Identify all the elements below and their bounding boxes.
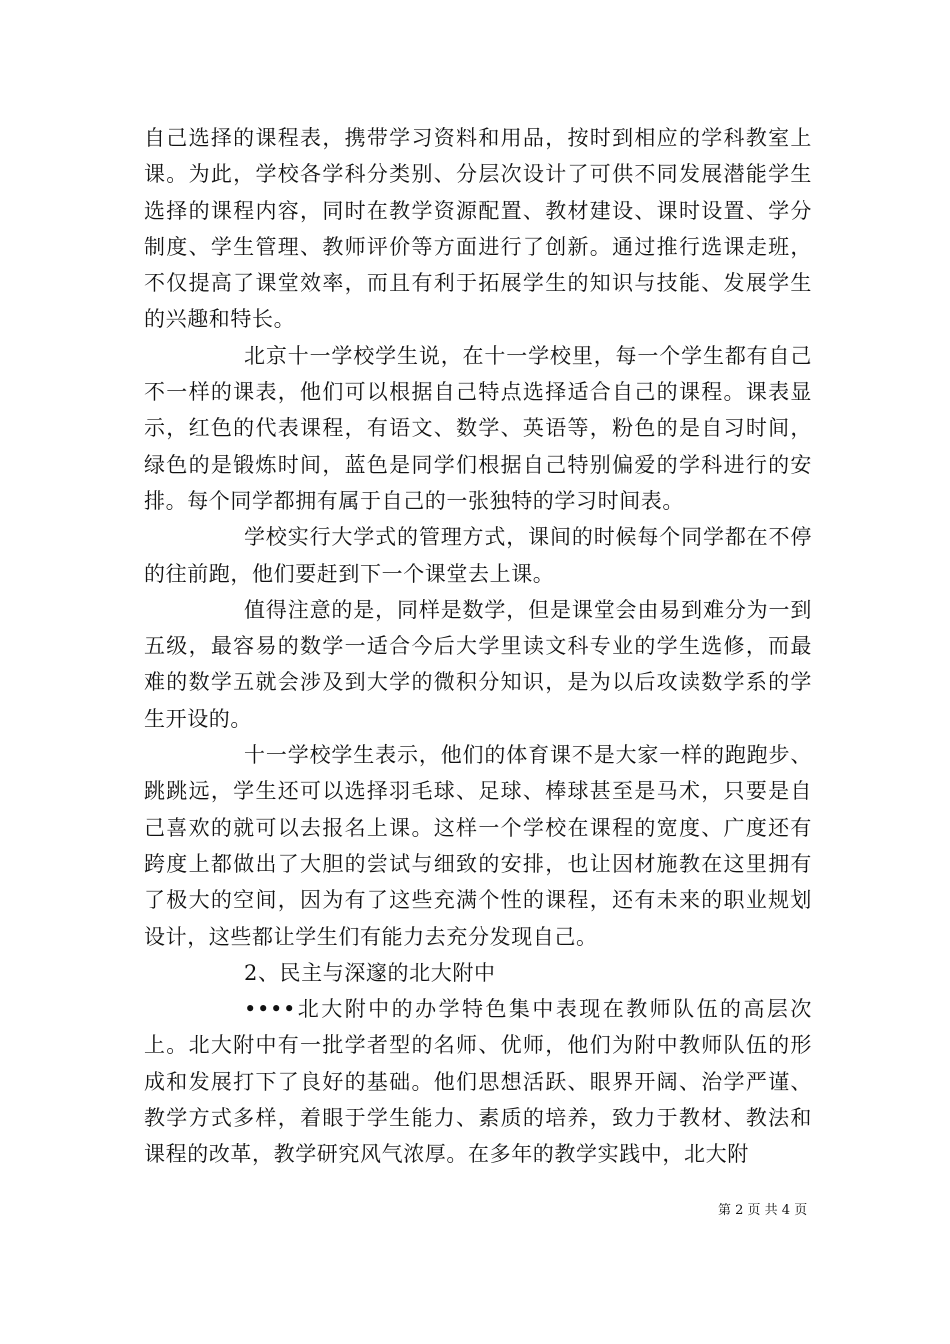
document-body [144,120,812,1173]
paragraph-math-levels: 值得注意的是，同样是数学，但是课堂会由易到难分为一到五级，最容易的数学一适合今后大学里读文科专业的学生选修，而最难的数学五就会涉及到大学的微积分知识，是为以后攻读数学系的学生开设的。 [144,597,812,731]
paragraph-course-selection: 自己选择的课程表，携带学习资料和用品，按时到相应的学科教室上课。为此，学校各学科分类别、分层次设计了可供不同发展潜能学生选择的课程内容，同时在教学资源配置、教材建设、课时设置、学分制度、学生管理、教师评价等方面进行了创新。通过推行选课走班，不仅提高了课堂效率，而且有利于拓展学生的知识与技能、发展学生的兴趣和特长。 [144,126,812,332]
paragraph-teacher-team: ••••北大附中的办学特色集中表现在教师队伍的高层次上。北大附中有一批学者型的名师、优师，他们为附中教师队伍的形成和发展打下了良好的基础。他们思想活跃、眼界开阔、治学严谨、教学方式多样，着眼于学生能力、素质的培养，致力于教材、教法和课程的改革，教学研究风气浓厚。在多年的教学实践中，北大附 [144,997,812,1167]
section-heading-peking-university-affiliated: 2、民主与深邃的北大附中 [244,960,496,985]
paragraph-pe-courses: 十一学校学生表示，他们的体育课不是大家一样的跑跑步、跳跳远，学生还可以选择羽毛球、足球、棒球甚至是马术，只要是自己喜欢的就可以去报名上课。这样一个学校在课程的宽度、广度还有跨度上都做出了大胆的尝试与细致的安排，也让因材施教在这里拥有了极大的空间，因为有了这些充满个性的课程，还有未来的职业规划设计，这些都让学生们有能力去充分发现自己。 [144,743,812,949]
paragraph-student-schedule: 北京十一学校学生说，在十一学校里，每一个学生都有自己不一样的课表，他们可以根据自己特点选择适合自己的课程。课表显示，红色的代表课程，有语文、数学、英语等，粉色的是自习时间，绿色的是锻炼时间，蓝色是同学们根据自己特别偏爱的学科进行的安排。每个同学都拥有属于自己的一张独特的学习时间表。 [144,343,812,513]
page-number-footer: 第 2 页 共 4 页 [718,1203,808,1218]
paragraph-management-style: 学校实行大学式的管理方式，课间的时候每个同学都在不停的往前跑，他们要赶到下一个课堂去上课。 [144,525,812,586]
